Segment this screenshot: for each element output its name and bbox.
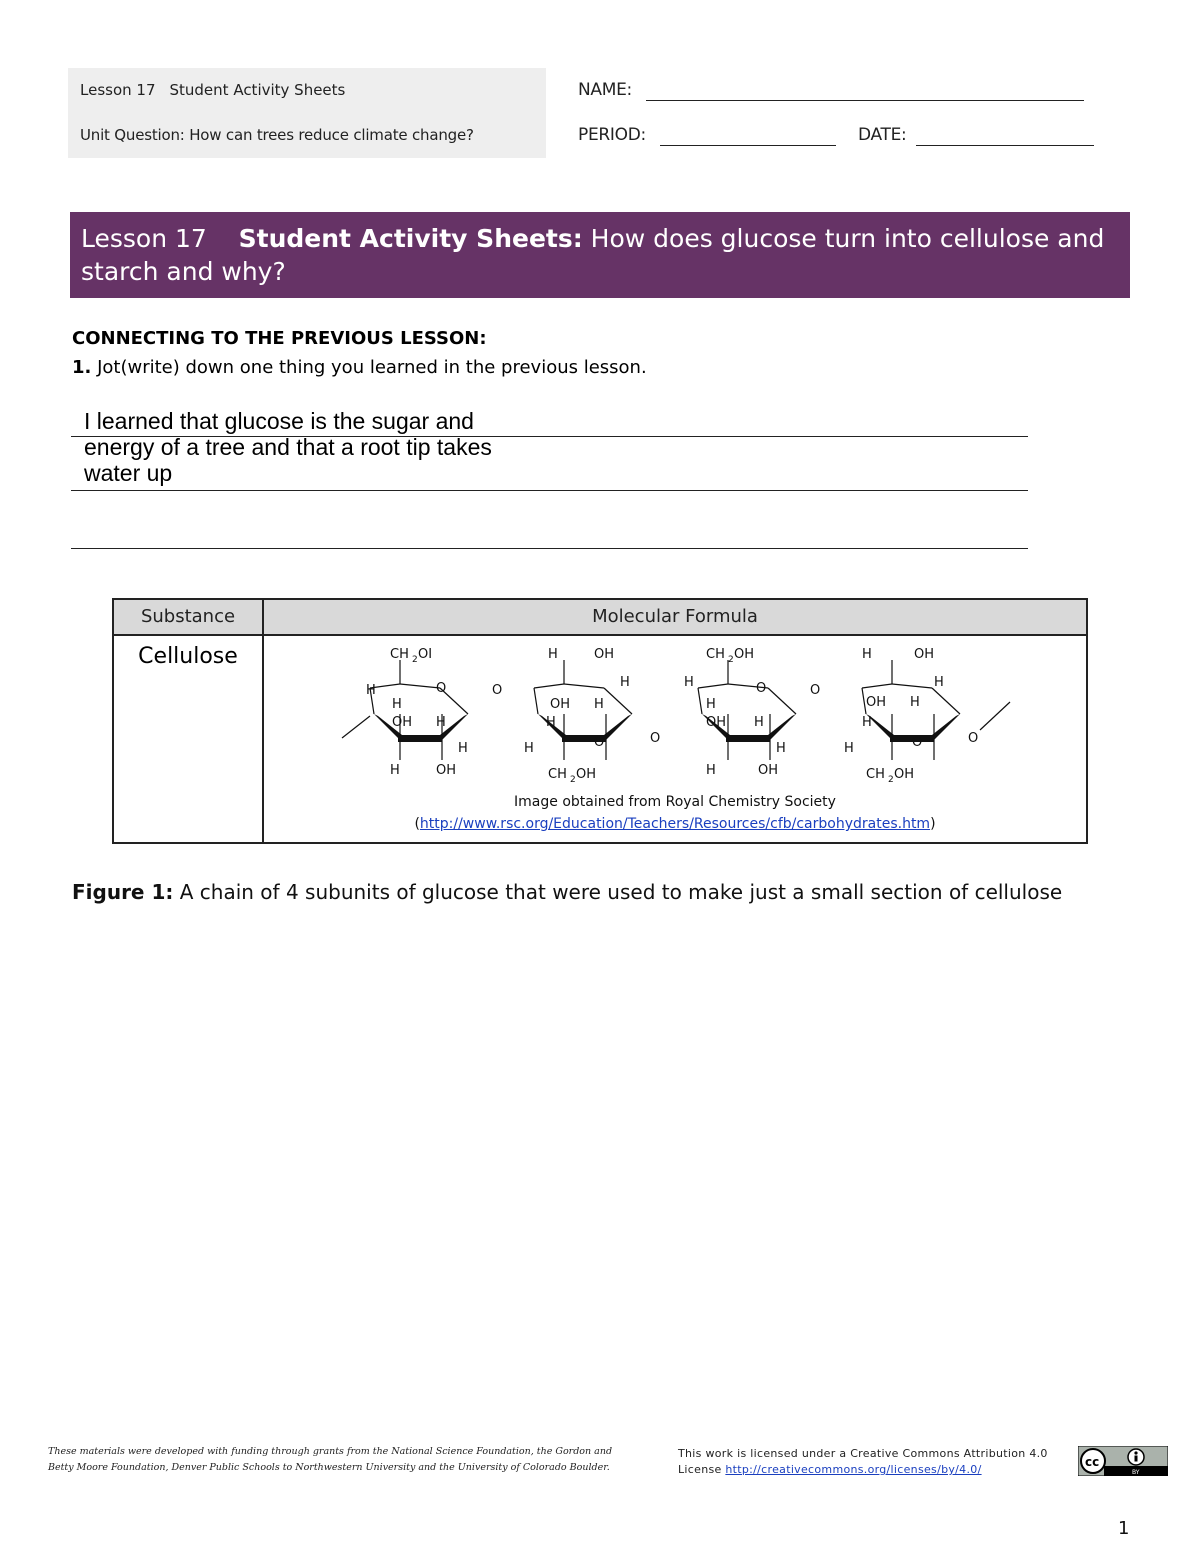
title-bold: Student Activity Sheets: — [238, 224, 583, 253]
figure-caption — [72, 880, 1062, 904]
period-label: PERIOD: — [578, 125, 646, 145]
svg-text:OH: OH — [594, 647, 615, 662]
svg-text:H: H — [934, 675, 944, 690]
date-label: DATE: — [858, 125, 907, 145]
svg-text:O: O — [810, 683, 821, 698]
license-link[interactable]: http://creativecommons.org/licenses/by/4.0/ — [725, 1463, 982, 1476]
page-number: 1 — [1118, 1518, 1130, 1539]
svg-text:OH: OH — [706, 715, 727, 730]
svg-text:OH: OH — [758, 763, 779, 778]
svg-text:2: 2 — [570, 775, 576, 785]
svg-text:BY: BY — [1132, 1469, 1140, 1476]
svg-text:OH: OH — [734, 647, 755, 662]
svg-text:H: H — [706, 763, 716, 778]
svg-text:H: H — [844, 741, 854, 756]
svg-text:O: O — [912, 735, 923, 750]
svg-text:CH: CH — [548, 767, 567, 782]
question-text: Jot(write) down one thing you learned in the previous lesson. — [91, 357, 647, 378]
title-lesson: Lesson 17 — [81, 224, 207, 253]
answer-text[interactable]: I learned that glucose is the sugar and energy of a tree and that a root tip takes water up — [84, 408, 492, 486]
svg-text:OH: OH — [914, 647, 935, 662]
glucose-ring-3 — [684, 647, 796, 778]
license-statement — [678, 1446, 1058, 1478]
glucose-ring-1 — [366, 647, 468, 778]
title-rest: How does glucose turn into cellulose and starch and why? — [81, 224, 1105, 286]
svg-text:2: 2 — [888, 775, 894, 785]
svg-text:H: H — [754, 715, 764, 730]
header-lesson: Lesson 17 — [80, 81, 156, 99]
cellulose-structure-diagram — [330, 640, 1030, 790]
date-field[interactable] — [916, 145, 1094, 146]
header-unit-question: Unit Question: How can trees reduce climate change? — [80, 126, 474, 144]
period-field[interactable] — [660, 145, 836, 146]
svg-text:H: H — [862, 647, 872, 662]
svg-text:O: O — [492, 683, 503, 698]
svg-text:OH: OH — [550, 697, 571, 712]
svg-text:H: H — [862, 715, 872, 730]
svg-text:H: H — [684, 675, 694, 690]
svg-text:2: 2 — [412, 655, 418, 665]
col-header-substance: Substance — [140, 606, 236, 627]
write-line-2 — [71, 490, 1028, 491]
svg-text:H: H — [458, 741, 468, 756]
svg-text:CH: CH — [706, 647, 725, 662]
glucose-ring-4 — [844, 647, 960, 785]
svg-text:2: 2 — [728, 655, 734, 665]
section-heading: CONNECTING TO THE PREVIOUS LESSON: — [72, 328, 487, 349]
write-line-3 — [71, 548, 1028, 549]
svg-text:H: H — [548, 647, 558, 662]
rsc-link[interactable]: http://www.rsc.org/Education/Teachers/Resources/cfb/carbohydrates.htm — [419, 816, 931, 832]
name-field[interactable] — [646, 100, 1084, 101]
svg-text:H: H — [436, 715, 446, 730]
col-header-molecular-formula: Molecular Formula — [592, 606, 758, 627]
license-text: This work is licensed under a Creative Commons Attribution 4.0 License — [678, 1447, 1048, 1476]
svg-text:H: H — [390, 763, 400, 778]
svg-text:O: O — [436, 681, 447, 696]
svg-text:O: O — [650, 731, 661, 746]
svg-text:OH: OH — [576, 767, 597, 782]
page-title — [81, 222, 1121, 288]
header-lesson-line — [80, 81, 345, 99]
svg-text:H: H — [366, 683, 376, 698]
svg-text:H: H — [776, 741, 786, 756]
svg-text:OH: OH — [866, 695, 887, 710]
glucose-ring-2 — [524, 647, 632, 785]
funding-statement: These materials were developed with funding through grants from the National Science Foundation, the Gordon and Betty Moore Foundation, Denver Public Schools to Northwestern University and the University of Colorado Boulder. — [48, 1446, 613, 1473]
svg-text:H: H — [392, 697, 402, 712]
svg-text:H: H — [546, 715, 556, 730]
image-credit-link-line — [264, 816, 1086, 832]
link-close-paren: ) — [930, 816, 936, 832]
image-credit: Image obtained from Royal Chemistry Society — [514, 794, 836, 810]
header-sheet-title: Student Activity Sheets — [169, 81, 346, 99]
question-1 — [72, 357, 647, 378]
figure-label: Figure 1: — [72, 880, 174, 904]
svg-text:O: O — [594, 735, 605, 750]
svg-text:CH: CH — [866, 767, 885, 782]
link-open-paren: ( — [414, 816, 420, 832]
figure-caption-text: A chain of 4 subunits of glucose that were used to make just a small section of cellulose — [173, 880, 1063, 904]
name-label: NAME: — [578, 80, 632, 100]
svg-text:H: H — [706, 697, 716, 712]
svg-text:CH: CH — [390, 647, 409, 662]
svg-text:O: O — [968, 731, 979, 746]
cell-substance: Cellulose — [138, 644, 238, 669]
svg-text:cc: cc — [1085, 1455, 1100, 1469]
svg-text:OH: OH — [436, 763, 457, 778]
write-line-1 — [71, 436, 1028, 437]
svg-text:H: H — [910, 695, 920, 710]
svg-text:OH: OH — [392, 715, 413, 730]
svg-text:H: H — [594, 697, 604, 712]
question-number: 1. — [72, 357, 92, 378]
svg-text:H: H — [524, 741, 534, 756]
svg-text:OI: OI — [418, 647, 433, 662]
cc-by-badge-icon — [1078, 1446, 1168, 1476]
svg-text:H: H — [620, 675, 630, 690]
svg-text:O: O — [756, 681, 767, 696]
svg-text:OH: OH — [894, 767, 915, 782]
